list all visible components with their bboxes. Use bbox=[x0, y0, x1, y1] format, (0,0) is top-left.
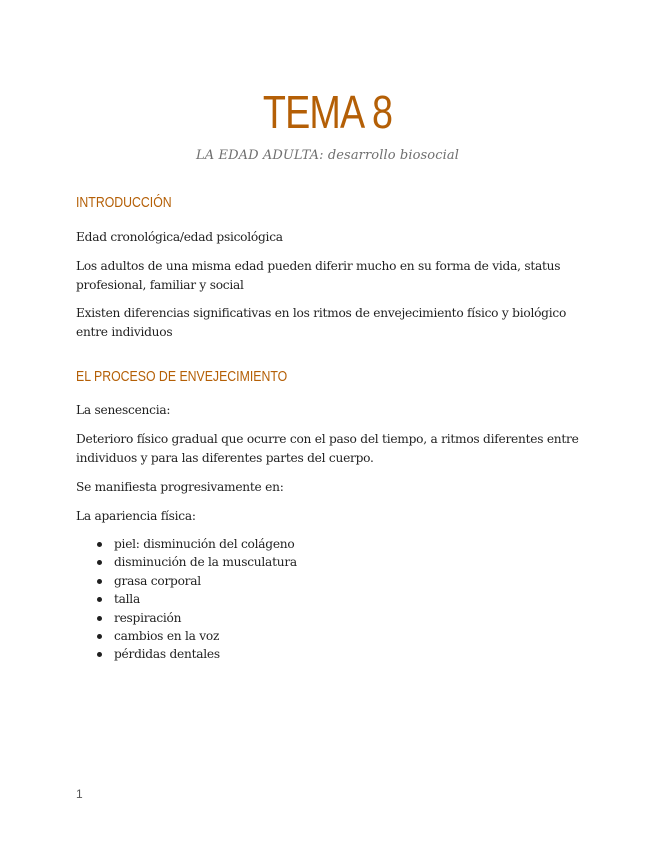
paragraph: Deterioro físico gradual que ocurre con el paso del tiempo, a ritmos diferentes entre individuos y para las diferentes partes del cuerpo. bbox=[76, 432, 579, 465]
bullet-list bbox=[76, 535, 297, 664]
list-item bbox=[76, 645, 297, 663]
list-item-text: grasa corporal bbox=[114, 573, 201, 588]
list-item bbox=[76, 535, 297, 553]
list-item bbox=[76, 553, 297, 571]
paragraph: Existen diferencias significativas en los ritmos de envejecimiento físico y biológico entre individuos bbox=[76, 306, 567, 339]
list-item bbox=[76, 609, 297, 627]
page-number: 1 bbox=[76, 787, 83, 801]
list-item-text: cambios en la voz bbox=[114, 628, 220, 643]
bullet-icon bbox=[97, 560, 102, 565]
bullet-icon bbox=[97, 597, 102, 602]
section-heading-introduccion: INTRODUCCIÓN bbox=[76, 194, 172, 211]
paragraph: La apariencia física: bbox=[76, 509, 196, 523]
list-item bbox=[76, 572, 297, 590]
section-heading-proceso-envejecimiento: EL PROCESO DE ENVEJECIMIENTO bbox=[76, 368, 288, 385]
bullet-icon bbox=[97, 579, 102, 584]
list-item-text: piel: disminución del colágeno bbox=[114, 537, 295, 551]
list-item-text: respiración bbox=[114, 610, 182, 625]
paragraph: Los adultos de una misma edad pueden diferir mucho en su forma de vida, status profesional, familiar y social bbox=[76, 259, 561, 292]
bullet-icon bbox=[97, 634, 102, 639]
list-item-text: talla bbox=[114, 592, 140, 607]
paragraph: La senescencia: bbox=[76, 403, 171, 417]
list-item bbox=[76, 590, 297, 608]
list-item bbox=[76, 627, 297, 645]
bullet-icon bbox=[97, 652, 102, 657]
list-item-text: disminución de la musculatura bbox=[114, 555, 297, 570]
document-subtitle: LA EDAD ADULTA: desarrollo biosocial bbox=[196, 148, 459, 163]
bullet-icon bbox=[97, 542, 102, 547]
paragraph: Edad cronológica/edad psicológica bbox=[76, 230, 283, 244]
document-title: TEMA 8 bbox=[262, 86, 393, 138]
list-item-text: pérdidas dentales bbox=[114, 647, 220, 662]
bullet-icon bbox=[97, 616, 102, 621]
paragraph: Se manifiesta progresivamente en: bbox=[76, 480, 284, 494]
